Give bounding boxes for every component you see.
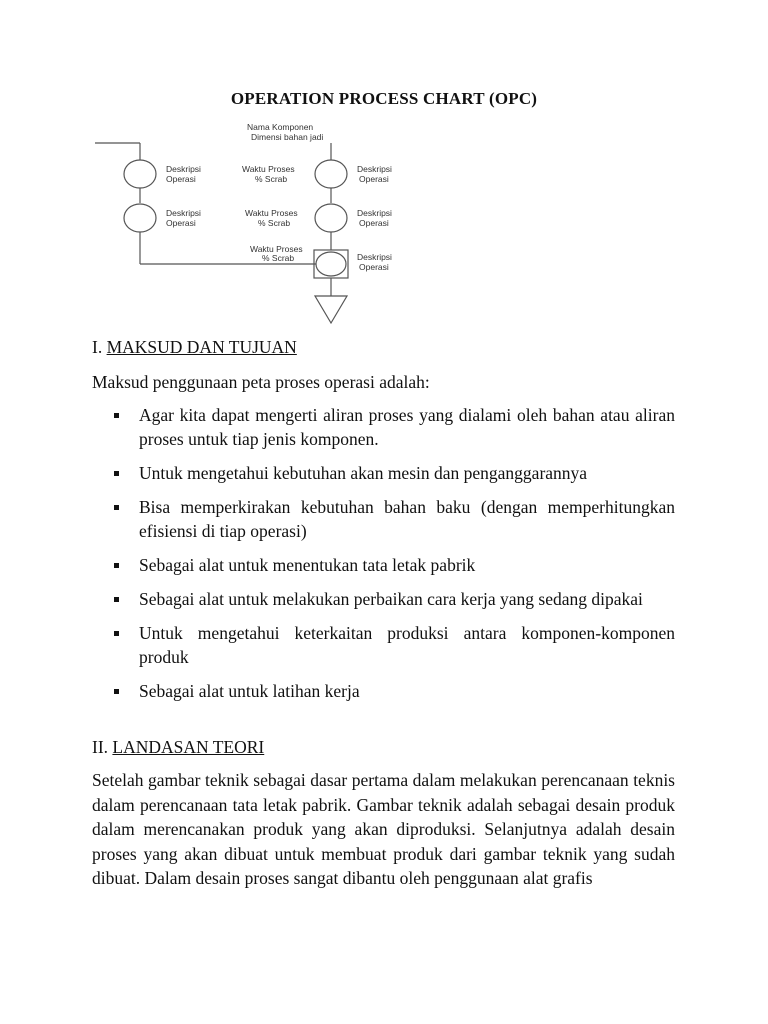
diagram-top-label: Dimensi bahan jadi — [251, 132, 324, 142]
bullet-square-icon — [114, 597, 119, 602]
bullet-square-icon — [114, 505, 119, 510]
diagram-label: % Scrab — [262, 253, 295, 263]
operation-circle-icon — [124, 160, 156, 188]
operation-circle-icon — [124, 204, 156, 232]
diagram-label: Operasi — [166, 218, 196, 228]
diagram-label: Operasi — [359, 218, 389, 228]
list-item: Sebagai alat untuk latihan kerja — [92, 679, 675, 703]
diagram-label: Operasi — [166, 174, 196, 184]
list-item: Bisa memperkirakan kebutuhan bahan baku (dengan memperhitungkan efisiensi di tiap operasi) — [92, 495, 675, 543]
diagram-label: Waktu Proses — [242, 164, 295, 174]
inspection-box-icon — [314, 250, 348, 278]
list-item: Sebagai alat untuk melakukan perbaikan cara kerja yang sedang dipakai — [92, 587, 675, 611]
section-title: MAKSUD DAN TUJUAN — [106, 337, 297, 357]
opc-diagram — [0, 110, 768, 330]
diagram-label: Operasi — [359, 262, 389, 272]
list-item: Sebagai alat untuk menentukan tata letak pabrik — [92, 553, 675, 577]
section-heading-1 — [92, 337, 297, 358]
diagram-label: Deskripsi — [166, 164, 201, 174]
storage-triangle-icon — [315, 296, 347, 323]
list-item: Agar kita dapat mengerti aliran proses yang dialami oleh bahan atau aliran proses untuk tiap jenis komponen. — [92, 403, 675, 451]
page-title: OPERATION PROCESS CHART (OPC) — [230, 89, 538, 108]
diagram-label: Deskripsi — [357, 164, 392, 174]
section-number: I. — [92, 337, 103, 357]
diagram-label: Deskripsi — [166, 208, 201, 218]
bullet-square-icon — [114, 471, 119, 476]
body-paragraph: Setelah gambar teknik sebagai dasar pertama dalam melakukan perencanaan teknis dalam perencanaan tata letak pabrik. Gambar teknik adalah sebagai desain produk dalam merencanakan produk yang akan diproduksi. Selanjutnya adalah desain proses yang akan dibuat untuk membuat produk dari gambar teknik yang sudah dibuat. Dalam desain proses sangat dibantu oleh penggunaan alat grafis — [92, 770, 675, 888]
operation-circle-icon — [315, 160, 347, 188]
intro-text: Maksud penggunaan peta proses operasi adalah: — [92, 372, 430, 392]
operation-circle-icon — [316, 252, 346, 276]
diagram-label: % Scrab — [258, 218, 291, 228]
section-number: II. — [92, 737, 109, 757]
bullet-square-icon — [114, 631, 119, 636]
diagram-label: Operasi — [359, 174, 389, 184]
diagram-label: Deskripsi — [357, 252, 392, 262]
bullet-square-icon — [114, 563, 119, 568]
section-title: LANDASAN TEORI — [112, 737, 265, 757]
list-item: Untuk mengetahui keterkaitan produksi antara komponen-komponen produk — [92, 621, 675, 669]
diagram-label: Waktu Proses — [250, 244, 303, 254]
bullet-square-icon — [114, 689, 119, 694]
section-heading-2 — [92, 737, 264, 758]
list-item: Untuk mengetahui kebutuhan akan mesin dan penganggarannya — [92, 461, 675, 485]
diagram-top-label: Nama Komponen — [247, 122, 314, 132]
operation-circle-icon — [315, 204, 347, 232]
bullet-list — [92, 403, 675, 713]
bullet-square-icon — [114, 413, 119, 418]
diagram-label: % Scrab — [255, 174, 288, 184]
diagram-label: Waktu Proses — [245, 208, 298, 218]
diagram-label: Deskripsi — [357, 208, 392, 218]
